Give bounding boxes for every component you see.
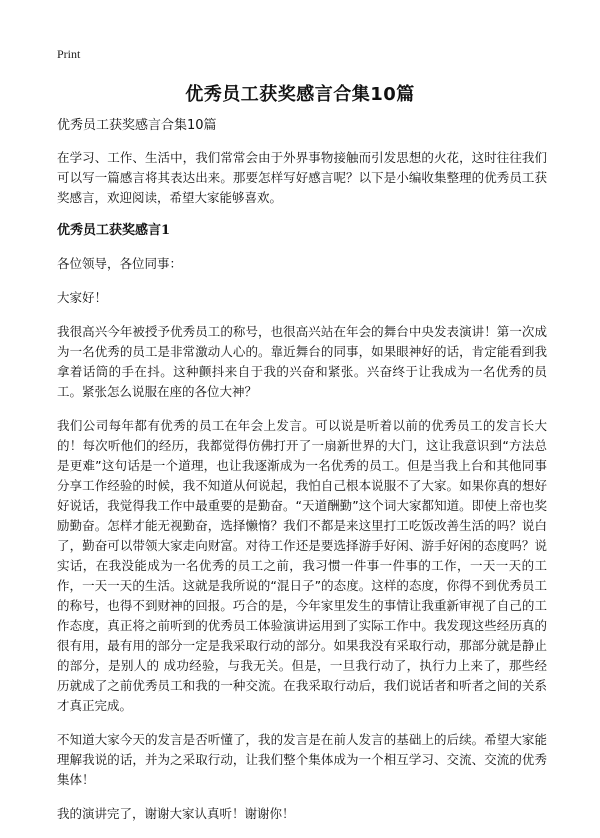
body-paragraph: 我很高兴今年被授予优秀员工的称号，也很高兴站在年会的舞台中央发表演讲！第一次成为一名优秀的员工是非常激动人心的。靠近舞台的同事，如果眼神好的话，肯定能看到我拿着话筒的手在抖。这种颤抖来自于我的兴奋和紧张。兴奋终于让我成为一名优秀的员工。紧张怎么说服在座的各位大神？	[57, 324, 547, 399]
salutation: 各位领导，各位同事：	[57, 256, 183, 271]
closing-paragraph: 我的演讲完了，谢谢大家认真听！谢谢你！	[57, 806, 295, 821]
document-body	[57, 118, 547, 838]
document-subtitle: 优秀员工获奖感言合集10篇	[57, 118, 217, 133]
body-paragraph: 我们公司每年都有优秀的员工在年会上发言。可以说是听着以前的优秀员工的发言长大的！每次听他们的经历，我都觉得仿佛打开了一扇新世界的大门，这让我意识到“方法总是更难”这句话是一个道理，也让我逐渐成为一名优秀的员工。但是当我上台和其他同事分享工作经验的时候，我不知道从何说起，我怕自己根本说服不了大家。如果你真的想好好说话，我觉得我工作中最重要的是勤奋。“天道酬勤”这个词大家都知道。即使上帝也奖励勤奋。怎样才能无视勤奋，选择懒惰？我们不都是来这里打工吃饭改善生活的吗？说白了，勤奋可以带领大家走向财富。对待工作还是要选择游手好闲、游手好闲的态度吗？说实话，在我没能成为一名优秀的员工之前，我习惯一件事一件事的工作，一天一天的工作，一天一天的生活。这就是我所说的“混日子”的态度。这样的态度，你得不到优秀员工的称号，也得不到财神的回报。巧合的是，今年家里发生的事情让我重新审视了自己的工作态度，真正将之前听到的优秀员工体验演讲运用到了实际工作中。我发现这些经历真的很有用，最有用的部分一定是我采取行动的部分。如果我没有采取行动，那部分就是静止的部分，是别人的 成功经验，与我无关。但是，一旦我行动了，执行力上来了，那些经历就成了之前优秀员工和我的一种交流。在我采取行动后，我们说话者和听者之间的关系才真正完成。	[57, 418, 547, 713]
intro-paragraph: 在学习、工作、生活中，我们常常会由于外界事物接触而引发思想的火花，这时往往我们可以写一篇感言将其表达出来。那要怎样写好感言呢？以下是小编收集整理的优秀员工获奖感言，欢迎阅读，希望大家能够喜欢。	[57, 150, 547, 205]
body-paragraph: 不知道大家今天的发言是否听懂了，我的发言是在前人发言的基础上的后续。希望大家能理解我说的话，并为之采取行动，让我们整个集体成为一个相互学习、交流、交流的优秀集体！	[57, 732, 547, 787]
page-title: 优秀员工获奖感言合集10篇	[185, 84, 415, 105]
greeting: 大家好！	[57, 290, 108, 305]
section-heading: 优秀员工获奖感言1	[57, 223, 171, 238]
print-label: Print	[57, 47, 81, 61]
